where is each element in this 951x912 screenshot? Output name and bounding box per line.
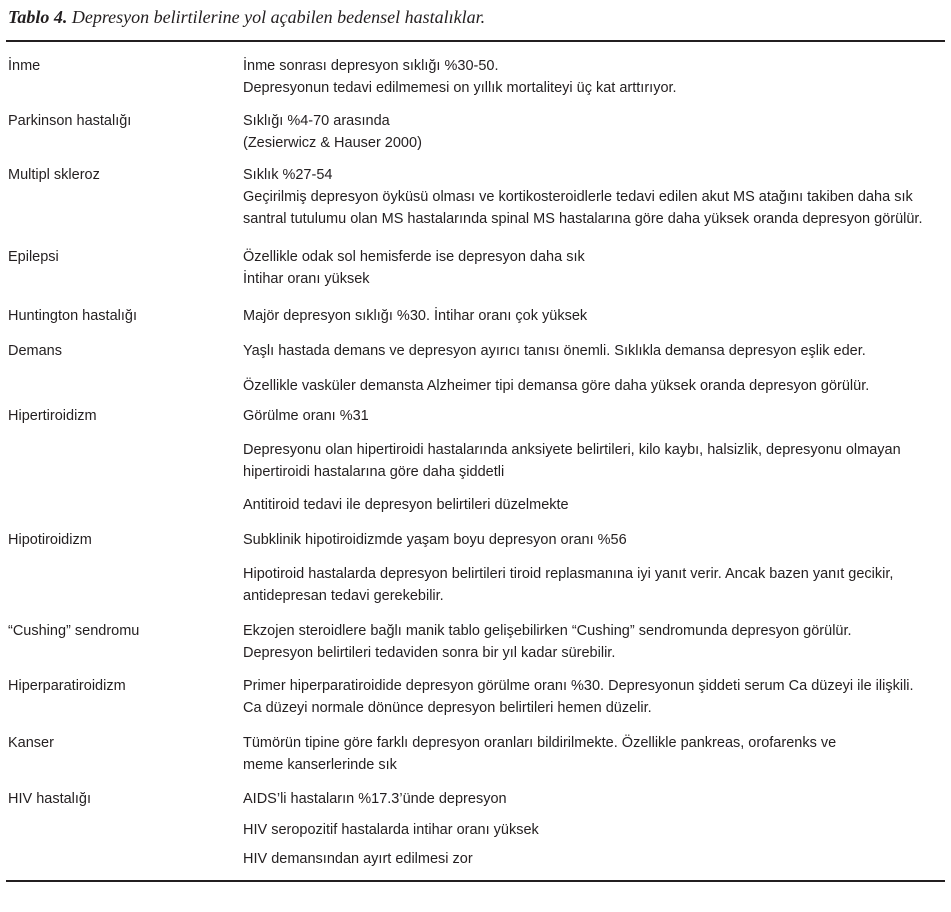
description-paragraph: Ekzojen steroidlere bağlı manik tablo gelişebilirken “Cushing” sendromunda depresyon görülür. Depresyon belirtileri tedaviden sonra bir yıl kadar sürebilir. <box>243 623 852 661</box>
condition-description <box>243 529 948 604</box>
condition-description <box>243 788 948 867</box>
condition-name: Epilepsi <box>8 249 59 265</box>
condition-name: Hipertiroidizm <box>8 408 97 424</box>
condition-name: Hiperparatiroidizm <box>8 678 126 694</box>
condition-description <box>243 246 948 290</box>
condition-name: Hipotiroidizm <box>8 532 92 548</box>
description-paragraph: Görülme oranı %31 <box>243 408 369 424</box>
description-paragraph: Hipotiroid hastalarda depresyon belirtileri tiroid replasmanına iyi yanıt verir. Ancak bazen yanıt gecikir, antidepresan tedavi gerekebilir. <box>243 566 894 604</box>
condition-description <box>243 55 948 99</box>
description-paragraph: İnme sonrası depresyon sıklığı %30-50. Depresyonun tedavi edilmemesi on yıllık mortaliteyi üç kat arttırıyor. <box>243 58 677 96</box>
description-paragraph: Subklinik hipotiroidizmde yaşam boyu depresyon oranı %56 <box>243 532 627 548</box>
condition-name: “Cushing” sendromu <box>8 623 140 639</box>
condition-name: Multipl skleroz <box>8 167 100 183</box>
condition-name: Demans <box>8 343 62 359</box>
description-paragraph: HIV seropozitif hastalarda intihar oranı yüksek <box>243 822 539 838</box>
description-paragraph: Özellikle vasküler demansta Alzheimer tipi demansa göre daha yüksek oranda depresyon görülür. <box>243 378 870 394</box>
description-paragraph: Depresyonu olan hipertiroidi hastalarında anksiyete belirtileri, kilo kaybı, halsizlik, depresyonu olmayan hipertiroidi hastalarına göre daha şiddetli <box>243 442 901 480</box>
condition-description <box>243 405 948 513</box>
table-caption <box>8 4 485 30</box>
table-caption-label: Tablo 4. <box>8 7 68 27</box>
description-paragraph: Tümörün tipine göre farklı depresyon oranları bildirilmekte. Özellikle pankreas, orofarenks ve meme kanserlerinde sık <box>243 735 837 773</box>
condition-name: Parkinson hastalığı <box>8 113 132 129</box>
condition-name: Huntington hastalığı <box>8 308 137 324</box>
description-paragraph: AIDS’li hastaların %17.3’ünde depresyon <box>243 791 507 807</box>
condition-name: HIV hastalığı <box>8 791 92 807</box>
description-paragraph: Özellikle odak sol hemisferde ise depresyon daha sık İntihar oranı yüksek <box>243 249 585 287</box>
condition-description <box>243 305 948 327</box>
condition-name: İnme <box>8 58 41 74</box>
top-rule <box>6 40 945 42</box>
description-paragraph: Sıklığı %4-70 arasında (Zesierwicz & Hauser 2000) <box>243 113 422 151</box>
description-paragraph: Yaşlı hastada demans ve depresyon ayırıcı tanısı önemli. Sıklıkla demansa depresyon eşlik eder. <box>243 343 866 359</box>
description-paragraph: Majör depresyon sıklığı %30. İntihar oranı çok yüksek <box>243 308 588 324</box>
description-paragraph: Sıklık %27-54 Geçirilmiş depresyon öyküsü olması ve kortikosteroidlerle tedavi edilen akut MS atağını takiben daha sık santral tutulumu olan MS hastalarında spinal MS hastalarına göre daha yüksek oranda depresyon görülür. <box>243 167 923 227</box>
condition-description <box>243 620 948 664</box>
table-caption-text: Depresyon belirtilerine yol açabilen bedensel hastalıklar. <box>67 7 486 27</box>
condition-description <box>243 110 948 154</box>
description-paragraph: HIV demansından ayırt edilmesi zor <box>243 851 473 867</box>
condition-description <box>243 164 948 230</box>
description-paragraph: Primer hiperparatiroidide depresyon görülme oranı %30. Depresyonun şiddeti serum Ca düzeyi ile ilişkili. Ca düzeyi normale dönünce depresyon belirtileri hemen düzelir. <box>243 678 914 716</box>
condition-description <box>243 732 948 776</box>
condition-description <box>243 340 948 394</box>
condition-description <box>243 675 948 719</box>
condition-name: Kanser <box>8 735 54 751</box>
description-paragraph: Antitiroid tedavi ile depresyon belirtileri düzelmekte <box>243 497 569 513</box>
bottom-rule <box>6 880 945 882</box>
